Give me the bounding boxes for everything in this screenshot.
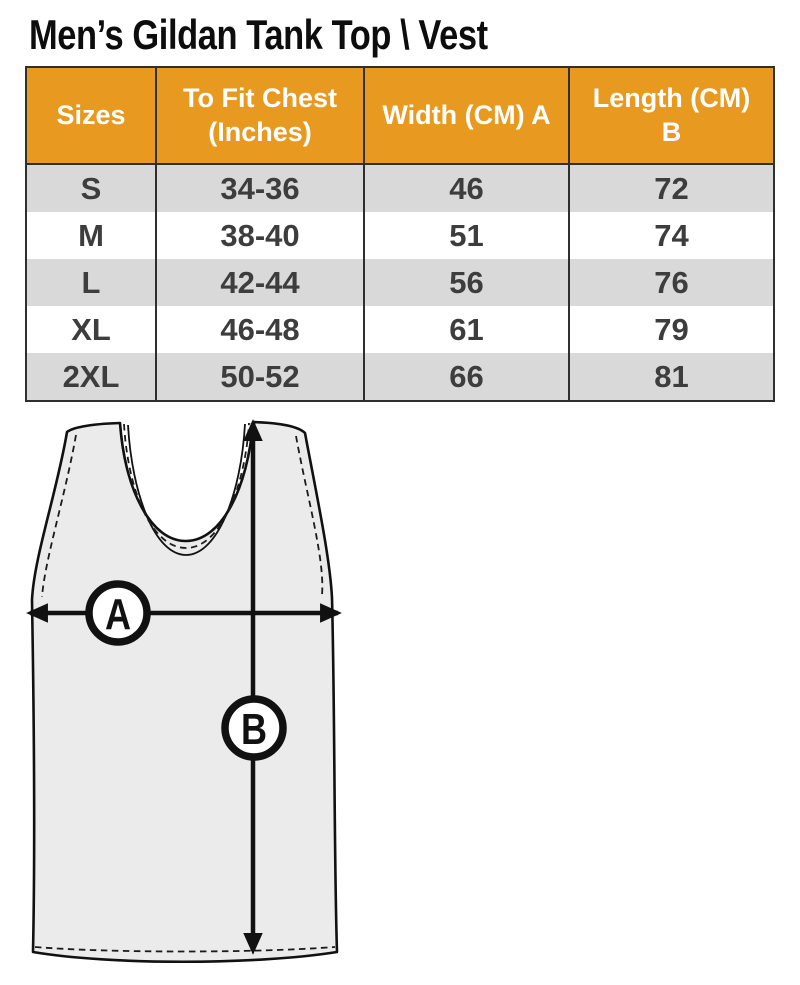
tank-top-outline <box>32 422 337 962</box>
header-line: Sizes <box>56 99 126 130</box>
cell-size: M <box>27 212 155 259</box>
cell-length: 79 <box>568 306 773 353</box>
header-chest <box>155 68 363 163</box>
header-line: (Inches) <box>208 116 312 147</box>
measure-label-a: A <box>104 589 132 639</box>
cell-width: 56 <box>363 259 568 306</box>
table-row <box>27 165 773 212</box>
cell-size: L <box>27 259 155 306</box>
cell-width: 46 <box>363 165 568 212</box>
page-title: Men’s Gildan Tank Top \ Vest <box>29 11 488 58</box>
cell-chest: 34-36 <box>155 165 363 212</box>
cell-width: 61 <box>363 306 568 353</box>
cell-width: 66 <box>363 353 568 400</box>
cell-length: 76 <box>568 259 773 306</box>
cell-chest: 42-44 <box>155 259 363 306</box>
header-line: B <box>661 116 682 147</box>
table-row <box>27 353 773 400</box>
table-header-row <box>27 68 773 165</box>
table-row <box>27 306 773 353</box>
cell-chest: 46-48 <box>155 306 363 353</box>
header-line: Width (CM) A <box>382 99 551 130</box>
header-line: Length (CM) <box>592 82 751 113</box>
cell-length: 72 <box>568 165 773 212</box>
measure-label-b: B <box>240 704 268 754</box>
header-width <box>363 68 568 163</box>
cell-size: XL <box>27 306 155 353</box>
header-sizes <box>27 68 155 163</box>
cell-size: 2XL <box>27 353 155 400</box>
size-chart-table <box>25 66 775 402</box>
cell-length: 74 <box>568 212 773 259</box>
cell-chest: 50-52 <box>155 353 363 400</box>
cell-size: S <box>27 165 155 212</box>
table-row <box>27 259 773 306</box>
cell-length: 81 <box>568 353 773 400</box>
cell-chest: 38-40 <box>155 212 363 259</box>
tank-top-measurement-diagram <box>25 417 345 979</box>
header-length <box>568 68 773 163</box>
table-row <box>27 212 773 259</box>
cell-width: 51 <box>363 212 568 259</box>
header-line: To Fit Chest <box>183 82 337 113</box>
